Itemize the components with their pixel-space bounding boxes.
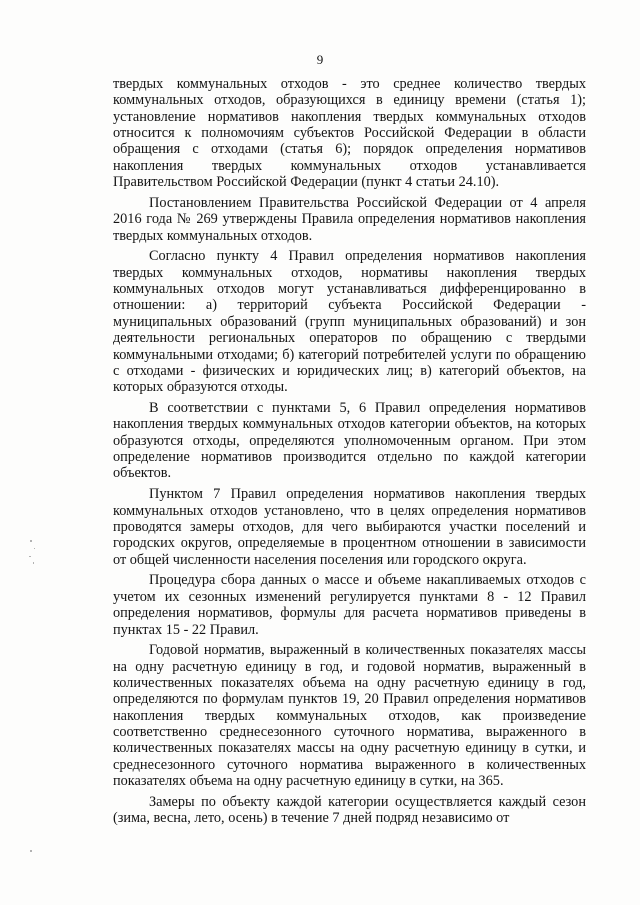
paragraph-4: В соответствии с пунктами 5, 6 Правил определения нормативов накопления твердых коммунальных отходов категории объектов, на которых образуются отходы, определяются уполномоченным органом. При этом определение нормативов производится отдельно по каждой категории объектов. [113, 400, 586, 482]
paragraph-7: Годовой норматив, выраженный в количественных показателях массы на одну расчетную единицу в год, и годовой норматив, выраженный в количественных показателях объема на одну расчетную единицу в год, определяются по формулам пунктов 19, 20 Правил определения нормативов накопления твердых коммунальных отходов, как произведение соответственно среднесезонного суточного норматива, выраженного в количественных показателях массы на одну расчетную единицу в сутки, и среднесезонного суточного норматива выраженного в количественных показателях объема на одну расчетную единицу в сутки, на 365. [113, 642, 586, 790]
paragraph-3: Согласно пункту 4 Правил определения нормативов накопления твердых коммунальных отходов, нормативы накопления твердых коммунальных отходов могут устанавливаться дифференцированно в отношении: а) территорий субъекта Российской Федерации - муниципальных образований (групп муниципальных образований) и зон деятельности региональных операторов по обращению с твердыми коммунальными отходами; б) категорий потребителей услуги по обращению с отходами - физических и юридических лиц; в) категорий объектов, на которых образуются отходы. [113, 248, 586, 396]
paragraph-6: Процедура сбора данных о массе и объеме накапливаемых отходов с учетом их сезонных изменений регулируется пунктами 8 - 12 Правил определения нормативов, формулы для расчета нормативов приведены в пунктах 15 - 22 Правил. [113, 572, 586, 638]
paragraph-1: твердых коммунальных отходов - это среднее количество твердых коммунальных отходов, образующихся в единицу времени (статья 1); установление нормативов накопления твердых коммунальных отходов относится к полномочиям субъектов Российской Федерации в области обращения с отходами (статья 6); порядок определения нормативов накопления твердых коммунальных отходов устанавливается Правительством Российской Федерации (пункт 4 статьи 24.10). [113, 76, 586, 191]
paragraph-8: Замеры по объекту каждой категории осуществляется каждый сезон (зима, весна, лето, осень) в течение 7 дней подряд независимо от [113, 793, 586, 827]
scan-speck [30, 850, 32, 852]
page-number: 9 [316, 52, 324, 67]
scan-speck [33, 562, 34, 564]
body-text [113, 76, 586, 827]
scan-speck [29, 556, 31, 557]
paragraph-5: Пунктом 7 Правил определения нормативов накопления твердых коммунальных отходов установлено, что в целях определения нормативов проводятся замеры отходов, для чего выбираются участки поселений и городских округов, определяемые в процентном отношении в зависимости от общей численности населения поселения или городского округа. [113, 486, 586, 568]
scan-speck [34, 548, 35, 549]
scan-speck [30, 540, 32, 542]
paragraph-2: Постановлением Правительства Российской Федерации от 4 апреля 2016 года № 269 утверждены Правила определения нормативов накопления твердых коммунальных отходов. [113, 194, 586, 244]
